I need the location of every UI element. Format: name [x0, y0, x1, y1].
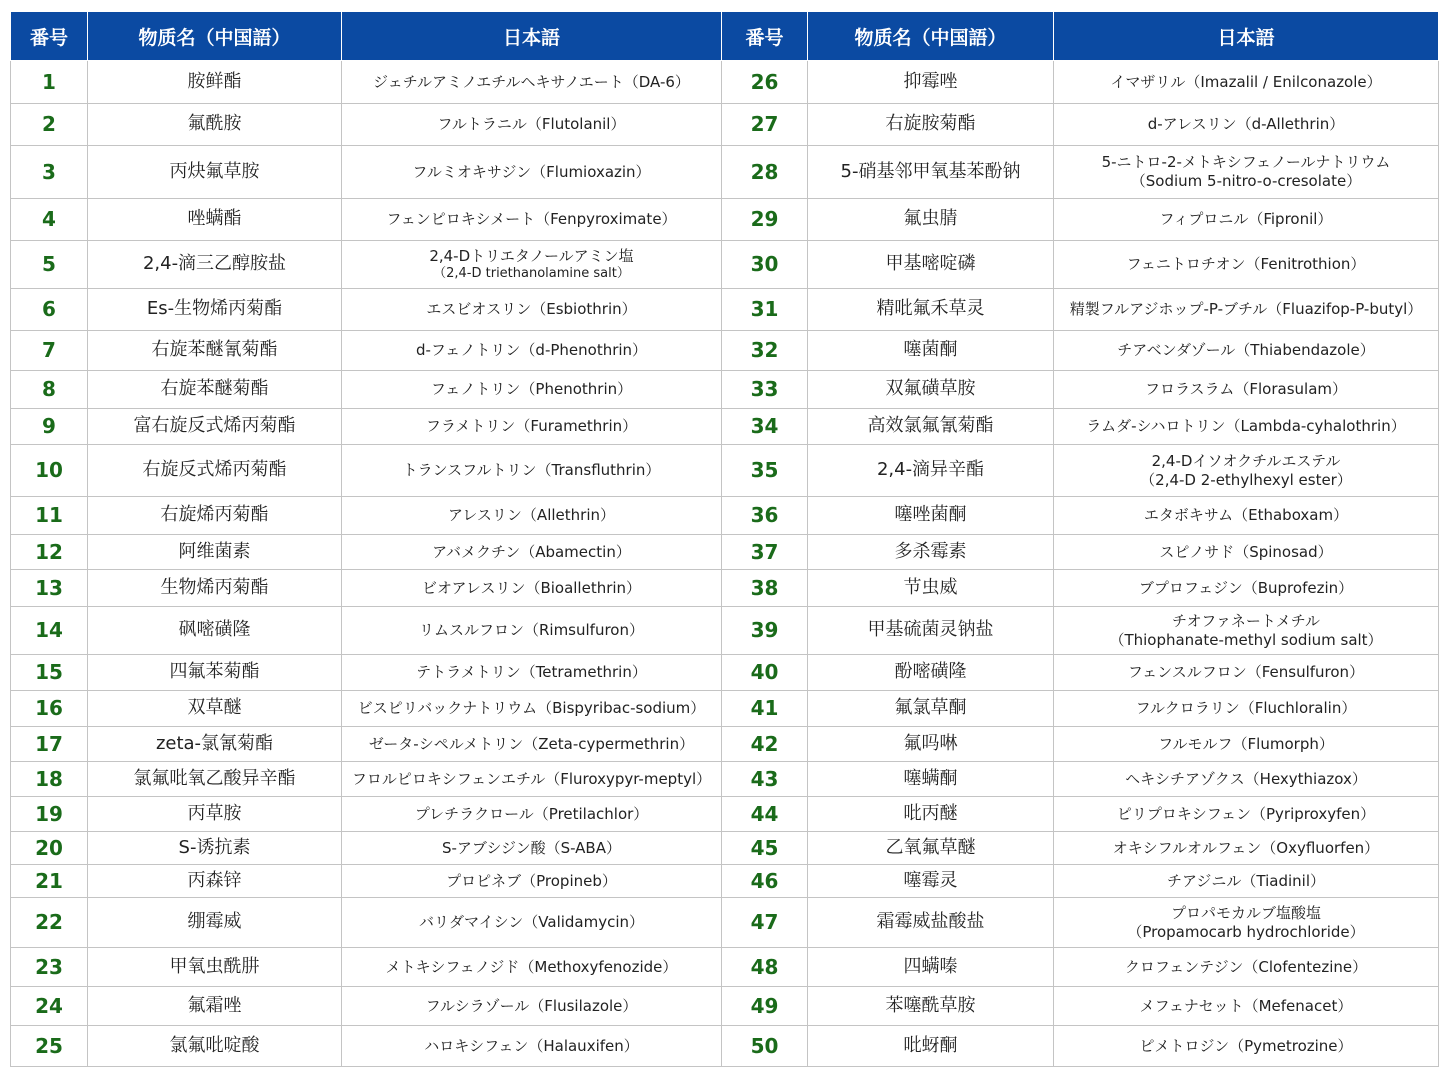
table-row	[11, 199, 1439, 241]
japanese-name-left	[342, 535, 722, 570]
row-number-left: 12	[11, 535, 88, 570]
japanese-name-line: フェンスルフロン（Fensulfuron）	[1127, 663, 1365, 682]
chinese-name-left: 丙炔氟草胺	[88, 146, 342, 199]
japanese-name-left	[342, 570, 722, 607]
chinese-name-right: 2,4-滴异辛酯	[808, 445, 1054, 497]
japanese-name-left	[342, 1026, 722, 1067]
japanese-name-left	[342, 445, 722, 497]
row-number-right: 26	[722, 61, 808, 104]
japanese-name-left	[342, 987, 722, 1026]
japanese-name-line: 2,4-Dトリエタノールアミン塩	[429, 247, 634, 265]
japanese-name-line: エスビオスリン（Esbiothrin）	[426, 300, 637, 319]
japanese-name-line: 2,4-Dイソオクチルエステル	[1151, 451, 1341, 470]
chinese-name-right: 吡蚜酮	[808, 1026, 1054, 1067]
table-row	[11, 691, 1439, 727]
japanese-name-left	[342, 607, 722, 655]
japanese-name-left	[342, 371, 722, 409]
row-number-left: 21	[11, 865, 88, 898]
chinese-name-right: 甲基嘧啶磷	[808, 241, 1054, 289]
chinese-name-right: 乙氧氟草醚	[808, 832, 1054, 865]
chinese-name-right: 双氟磺草胺	[808, 371, 1054, 409]
row-number-right: 46	[722, 865, 808, 898]
chinese-name-right: 吡丙醚	[808, 797, 1054, 832]
japanese-name-right	[1054, 146, 1439, 199]
chinese-name-left: 唑螨酯	[88, 199, 342, 241]
chinese-name-right: 四螨嗪	[808, 948, 1054, 987]
japanese-name-left	[342, 655, 722, 691]
table-row	[11, 104, 1439, 146]
chinese-name-left: 砜嘧磺隆	[88, 607, 342, 655]
pesticide-name-table	[10, 11, 1439, 1067]
japanese-name-line: ビスピリバックナトリウム（Bispyribac-sodium）	[357, 699, 706, 718]
row-number-right: 47	[722, 898, 808, 948]
japanese-name-line: プロパモカルブ塩酸塩	[1170, 903, 1321, 922]
japanese-name-right	[1054, 655, 1439, 691]
japanese-name-right	[1054, 948, 1439, 987]
chinese-name-left: 富右旋反式烯丙菊酯	[88, 409, 342, 445]
japanese-name-line: エタボキサム（Ethaboxam）	[1143, 506, 1349, 525]
row-number-right: 30	[722, 241, 808, 289]
japanese-name-line: スピノサド（Spinosad）	[1159, 542, 1333, 561]
row-number-left: 10	[11, 445, 88, 497]
table-row	[11, 409, 1439, 445]
japanese-name-right	[1054, 104, 1439, 146]
row-number-right: 35	[722, 445, 808, 497]
japanese-name-line: フェニトロチオン（Fenitrothion）	[1126, 255, 1366, 274]
japanese-name-line: ジェチルアミノエチルヘキサノエート（DA-6）	[373, 72, 690, 91]
japanese-name-line: フルミオキサジン（Flumioxazin）	[412, 162, 651, 181]
japanese-name-line: プレチラクロール（Pretilachlor）	[414, 804, 649, 823]
row-number-left: 2	[11, 104, 88, 146]
japanese-name-right	[1054, 607, 1439, 655]
japanese-name-line: リムスルフロン（Rimsulfuron）	[418, 621, 644, 640]
table-row	[11, 797, 1439, 832]
row-number-left: 4	[11, 199, 88, 241]
japanese-name-line: ヘキシチアゾクス（Hexythiazox）	[1125, 769, 1367, 788]
table-row	[11, 497, 1439, 535]
chinese-name-left: 右旋烯丙菊酯	[88, 497, 342, 535]
japanese-name-right	[1054, 535, 1439, 570]
row-number-right: 32	[722, 331, 808, 371]
japanese-name-line: フラメトリン（Furamethrin）	[425, 417, 638, 436]
japanese-name-left	[342, 146, 722, 199]
row-number-right: 49	[722, 987, 808, 1026]
row-number-right: 27	[722, 104, 808, 146]
chinese-name-right: 氟氯草酮	[808, 691, 1054, 727]
row-number-left: 7	[11, 331, 88, 371]
row-number-right: 48	[722, 948, 808, 987]
japanese-name-right	[1054, 1026, 1439, 1067]
japanese-name-left	[342, 241, 722, 289]
table-row	[11, 762, 1439, 797]
chinese-name-left: 氟酰胺	[88, 104, 342, 146]
row-number-right: 28	[722, 146, 808, 199]
japanese-name-line: フェンピロキシメート（Fenpyroximate）	[386, 210, 677, 229]
table-row	[11, 289, 1439, 331]
row-number-left: 1	[11, 61, 88, 104]
chinese-name-left: 丙森锌	[88, 865, 342, 898]
japanese-name-left	[342, 104, 722, 146]
japanese-name-line: ゼータ-シペルメトリン（Zeta-cypermethrin）	[368, 734, 695, 753]
japanese-name-left	[342, 691, 722, 727]
table-row	[11, 607, 1439, 655]
japanese-name-line: クロフェンテジン（Clofentezine）	[1124, 957, 1368, 976]
japanese-name-left	[342, 832, 722, 865]
japanese-name-line: d-フェノトリン（d-Phenothrin）	[415, 341, 648, 360]
japanese-name-line: （Thiophanate-methyl sodium salt）	[1109, 630, 1383, 649]
japanese-name-right	[1054, 289, 1439, 331]
japanese-name-left	[342, 948, 722, 987]
japanese-name-left	[342, 898, 722, 948]
row-number-right: 38	[722, 570, 808, 607]
japanese-name-line: ハロキシフェン（Halauxifen）	[424, 1036, 639, 1055]
japanese-name-left	[342, 199, 722, 241]
japanese-name-right	[1054, 797, 1439, 832]
japanese-name-right	[1054, 445, 1439, 497]
row-number-left: 3	[11, 146, 88, 199]
chinese-name-right: 霜霉威盐酸盐	[808, 898, 1054, 948]
row-number-left: 23	[11, 948, 88, 987]
japanese-name-right	[1054, 61, 1439, 104]
header-number-left: 番号	[11, 12, 88, 61]
japanese-name-line: ピリプロキシフェン（Pyriproxyfen）	[1116, 804, 1376, 823]
japanese-name-left	[342, 289, 722, 331]
japanese-name-line: ビオアレスリン（Bioallethrin）	[421, 578, 642, 597]
row-number-right: 40	[722, 655, 808, 691]
chinese-name-left: 丙草胺	[88, 797, 342, 832]
chinese-name-right: 抑霉唑	[808, 61, 1054, 104]
japanese-name-left	[342, 727, 722, 762]
row-number-left: 5	[11, 241, 88, 289]
japanese-name-left	[342, 762, 722, 797]
japanese-name-line: フルモルフ（Flumorph）	[1158, 734, 1334, 753]
japanese-name-line: ラムダ-シハロトリン（Lambda-cyhalothrin）	[1086, 417, 1406, 436]
chinese-name-right: 氟虫腈	[808, 199, 1054, 241]
japanese-name-line: フルクロラリン（Fluchloralin）	[1135, 699, 1357, 718]
table-row	[11, 898, 1439, 948]
japanese-name-line: テトラメトリン（Tetramethrin）	[416, 663, 647, 682]
table-row	[11, 1026, 1439, 1067]
japanese-name-line: メトキシフェノジド（Methoxyfenozide）	[385, 957, 678, 976]
japanese-name-left	[342, 61, 722, 104]
row-number-left: 6	[11, 289, 88, 331]
japanese-name-right	[1054, 331, 1439, 371]
table-row	[11, 727, 1439, 762]
row-number-left: 18	[11, 762, 88, 797]
row-number-right: 42	[722, 727, 808, 762]
japanese-name-right	[1054, 497, 1439, 535]
row-number-left: 25	[11, 1026, 88, 1067]
row-number-left: 11	[11, 497, 88, 535]
table-body	[11, 61, 1439, 1067]
table-row	[11, 371, 1439, 409]
row-number-right: 44	[722, 797, 808, 832]
japanese-name-line: ブプロフェジン（Buprofezin）	[1138, 578, 1354, 597]
chinese-name-left: 氟霜唑	[88, 987, 342, 1026]
row-number-left: 24	[11, 987, 88, 1026]
chinese-name-left: 胺鲜酯	[88, 61, 342, 104]
table-row	[11, 535, 1439, 570]
japanese-name-left	[342, 865, 722, 898]
japanese-name-right	[1054, 762, 1439, 797]
row-number-right: 34	[722, 409, 808, 445]
japanese-name-line: （2,4-D 2-ethylhexyl ester）	[1140, 470, 1352, 489]
japanese-name-line: フロルピロキシフェンエチル（Fluroxypyr-meptyl）	[351, 769, 712, 788]
header-row	[11, 12, 1439, 61]
table-row	[11, 146, 1439, 199]
japanese-name-right	[1054, 865, 1439, 898]
japanese-name-line: プロピネブ（Propineb）	[446, 871, 617, 890]
japanese-name-left	[342, 797, 722, 832]
chinese-name-left: 生物烯丙菊酯	[88, 570, 342, 607]
japanese-name-line: チアジニル（Tiadinil）	[1167, 871, 1325, 890]
row-number-right: 36	[722, 497, 808, 535]
row-number-right: 37	[722, 535, 808, 570]
chinese-name-right: 氟吗啉	[808, 727, 1054, 762]
chinese-name-left: 双草醚	[88, 691, 342, 727]
japanese-name-right	[1054, 832, 1439, 865]
table-row	[11, 570, 1439, 607]
japanese-name-line: アバメクチン（Abamectin）	[432, 542, 631, 561]
row-number-right: 41	[722, 691, 808, 727]
header-chinese-name-right: 物质名（中国語）	[808, 12, 1054, 61]
chinese-name-right: 噻霉灵	[808, 865, 1054, 898]
japanese-name-line: ピメトロジン（Pymetrozine）	[1139, 1036, 1353, 1055]
header-japanese-right: 日本語	[1054, 12, 1439, 61]
row-number-left: 13	[11, 570, 88, 607]
row-number-right: 33	[722, 371, 808, 409]
row-number-right: 31	[722, 289, 808, 331]
table-row	[11, 241, 1439, 289]
japanese-name-line: （Sodium 5-nitro-o-cresolate）	[1130, 172, 1362, 190]
row-number-left: 20	[11, 832, 88, 865]
chinese-name-right: 甲基硫菌灵钠盐	[808, 607, 1054, 655]
row-number-left: 17	[11, 727, 88, 762]
chinese-name-left: 绷霉威	[88, 898, 342, 948]
japanese-name-right	[1054, 691, 1439, 727]
japanese-name-right	[1054, 570, 1439, 607]
table-header	[11, 12, 1439, 61]
chinese-name-left: 四氟苯菊酯	[88, 655, 342, 691]
japanese-name-line: バリダマイシン（Validamycin）	[418, 913, 645, 932]
japanese-name-line: チオファネートメチル	[1171, 611, 1321, 630]
chinese-name-right: 高效氯氟氰菊酯	[808, 409, 1054, 445]
table-row	[11, 948, 1439, 987]
japanese-name-line: オキシフルオルフェン（Oxyfluorfen）	[1112, 838, 1380, 857]
japanese-name-right	[1054, 241, 1439, 289]
row-number-right: 50	[722, 1026, 808, 1067]
chinese-name-right: 多杀霉素	[808, 535, 1054, 570]
table-row	[11, 331, 1439, 371]
chinese-name-right: 5-硝基邻甲氧基苯酚钠	[808, 146, 1054, 199]
japanese-name-line: 5-ニトロ-2-メトキシフェノールナトリウム	[1101, 153, 1391, 172]
header-chinese-name-left: 物质名（中国語）	[88, 12, 342, 61]
japanese-name-line: フルシラゾール（Flusilazole）	[425, 996, 638, 1015]
japanese-name-right	[1054, 898, 1439, 948]
row-number-left: 19	[11, 797, 88, 832]
chinese-name-left: 氯氟吡啶酸	[88, 1026, 342, 1067]
japanese-name-left	[342, 497, 722, 535]
chinese-name-right: 噻菌酮	[808, 331, 1054, 371]
table-row	[11, 445, 1439, 497]
japanese-name-line: S-アブシジン酸（S-ABA）	[441, 838, 621, 857]
japanese-name-line: トランスフルトリン（Transfluthrin）	[402, 461, 661, 480]
chinese-name-left: 阿维菌素	[88, 535, 342, 570]
row-number-left: 8	[11, 371, 88, 409]
japanese-name-line: フルトラニル（Flutolanil）	[437, 115, 626, 134]
japanese-name-line: イマザリル（Imazalil / Enilconazole）	[1110, 72, 1382, 91]
chinese-name-left: S-诱抗素	[88, 832, 342, 865]
chinese-name-right: 精吡氟禾草灵	[808, 289, 1054, 331]
chinese-name-left: 右旋苯醚菊酯	[88, 371, 342, 409]
row-number-left: 16	[11, 691, 88, 727]
table-row	[11, 655, 1439, 691]
japanese-name-right	[1054, 727, 1439, 762]
japanese-name-right	[1054, 987, 1439, 1026]
japanese-name-line: （2,4-D triethanolamine salt）	[433, 265, 630, 281]
chinese-name-right: 噻唑菌酮	[808, 497, 1054, 535]
chinese-name-right: 右旋胺菊酯	[808, 104, 1054, 146]
japanese-name-line: チアベンダゾール（Thiabendazole）	[1117, 341, 1375, 360]
japanese-name-line: 精製フルアジホップ-P-ブチル（Fluazifop-P-butyl）	[1069, 300, 1423, 319]
chinese-name-right: 酚嘧磺隆	[808, 655, 1054, 691]
table-row	[11, 987, 1439, 1026]
japanese-name-line: d-アレスリン（d-Allethrin）	[1147, 115, 1345, 134]
row-number-left: 14	[11, 607, 88, 655]
chinese-name-right: 苯噻酰草胺	[808, 987, 1054, 1026]
chinese-name-right: 节虫威	[808, 570, 1054, 607]
row-number-right: 39	[722, 607, 808, 655]
table-row	[11, 832, 1439, 865]
row-number-left: 22	[11, 898, 88, 948]
japanese-name-right	[1054, 371, 1439, 409]
table-row	[11, 61, 1439, 104]
chinese-name-left: 右旋反式烯丙菊酯	[88, 445, 342, 497]
header-number-right: 番号	[722, 12, 808, 61]
chinese-name-left: 2,4-滴三乙醇胺盐	[88, 241, 342, 289]
chinese-name-right: 噻螨酮	[808, 762, 1054, 797]
japanese-name-line: フェノトリン（Phenothrin）	[430, 380, 633, 399]
chinese-name-left: 氯氟吡氧乙酸异辛酯	[88, 762, 342, 797]
row-number-right: 45	[722, 832, 808, 865]
chinese-name-left: 右旋苯醚氰菊酯	[88, 331, 342, 371]
row-number-left: 9	[11, 409, 88, 445]
japanese-name-left	[342, 409, 722, 445]
chinese-name-left: zeta-氯氰菊酯	[88, 727, 342, 762]
chinese-name-left: 甲氧虫酰肼	[88, 948, 342, 987]
header-japanese-left: 日本語	[342, 12, 722, 61]
row-number-right: 29	[722, 199, 808, 241]
table-row	[11, 865, 1439, 898]
japanese-name-line: メフェナセット（Mefenacet）	[1139, 996, 1353, 1015]
japanese-name-line: アレスリン（Allethrin）	[447, 506, 615, 525]
row-number-right: 43	[722, 762, 808, 797]
chinese-name-left: Es-生物烯丙菊酯	[88, 289, 342, 331]
japanese-name-right	[1054, 409, 1439, 445]
japanese-name-left	[342, 331, 722, 371]
row-number-left: 15	[11, 655, 88, 691]
japanese-name-line: （Propamocarb hydrochloride）	[1127, 922, 1365, 941]
japanese-name-line: フィプロニル（Fipronil）	[1159, 210, 1333, 229]
japanese-name-line: フロラスラム（Florasulam）	[1144, 380, 1348, 399]
japanese-name-right	[1054, 199, 1439, 241]
